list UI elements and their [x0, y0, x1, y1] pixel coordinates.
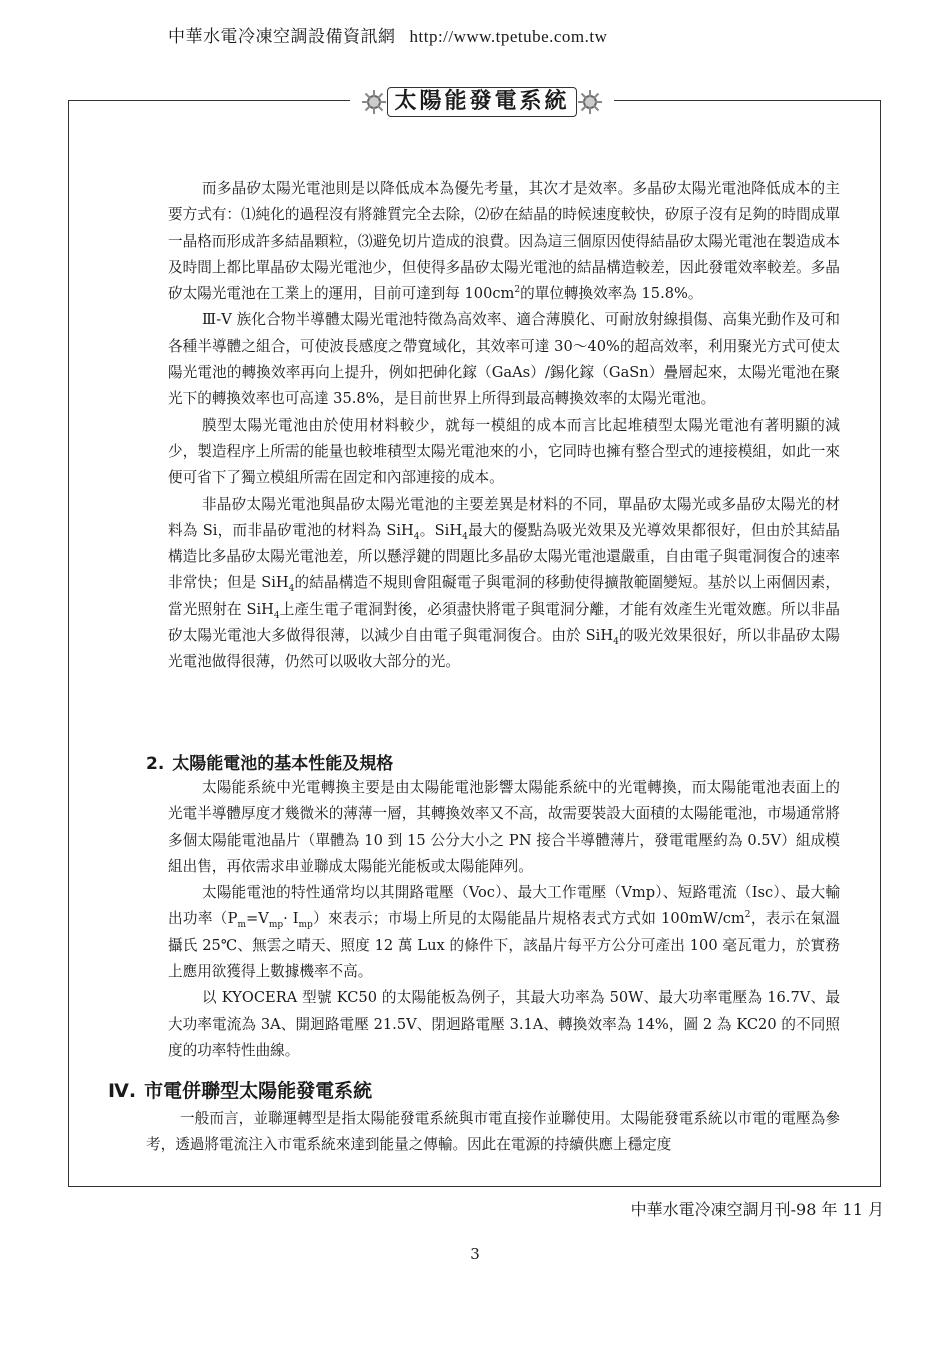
sunburst-left-icon: [361, 89, 387, 115]
superscript: 2: [744, 910, 751, 921]
paragraph-iii-v: Ⅲ-Ⅴ 族化合物半導體太陽光電池特徵為高效率、適合薄膜化、可耐放射線損傷、高集光動作及可和各種半導體之組合，可使波長感度之帶寬域化，其效率可達 30～40%的超高效率，利用聚光方式可使太陽光電池的轉換效率再向上提升，例如把砷化鎵（GaAs）/錫化鎵（GaSn）疊層起來，太陽光電池在聚光下的轉換效率也可高達 35.8%，是目前世界上所得到最高轉換效率的太陽光電池。: [168, 311, 840, 408]
text-run: 最大的優點為吸光效果及光導效果都很好，但由於其結晶構造比多晶矽太陽光電池差，所以懸浮鍵的問題比多晶矽太陽光電池還嚴重，自由電子與電洞復合的速率非常快；但是 SiH: [168, 521, 840, 592]
subscript: 4: [462, 531, 468, 542]
text-run: ）來表示；市場上所見的太陽能晶片規格表式方式如 100mW/cm: [312, 910, 745, 928]
text-run: 非晶矽太陽光電池與晶矽太陽光電池的主要差異是材料的不同，單晶矽太陽光或多晶矽太陽光的材料為 Si，而非晶矽電池的材料為 SiH: [168, 495, 840, 539]
paragraph-kyocera: 以 KYOCERA 型號 KC50 的太陽能板為例子，其最大功率為 50W、最大功率電壓為 16.7V、最大功率電流為 3A、開迴路電壓 21.5V、閉迴路電壓 3.1A、轉換效率為 14%，圖 2 為 KC20 的不同照度的功率特性曲線。: [168, 989, 840, 1059]
paragraph-thin-film: 膜型太陽光電池由於使用材料較少，就每一模組的成本而言比起堆積型太陽光電池有著明顯的減少，製造程序上所需的能量也較堆積型太陽光電池來的小，它同時也擁有整合型式的連接模組，如此一來便可省下了獨立模組所需在固定和內部連接的成本。: [168, 416, 840, 487]
paragraph-specs: [168, 880, 840, 985]
section-title: 市電併聯型太陽能發電系統: [144, 1080, 373, 1102]
section-number: 2.: [146, 754, 165, 774]
section-4-heading: [108, 1076, 372, 1103]
subscript: mp: [268, 920, 284, 931]
section-banner: [350, 84, 614, 120]
header-org: 中華水電冷凍空調設備資訊網: [168, 27, 396, 47]
section-2-heading: [146, 749, 393, 774]
section-title: 太陽能電池的基本性能及規格: [172, 754, 394, 774]
text-run: 太陽能電池的特性通常均以其開路電壓（Voc）、最大工作電壓（Vmp）、短路電流（Isc）、最大輸出功率（P: [168, 884, 840, 928]
section-number: Ⅳ.: [108, 1080, 137, 1102]
text-run: 上產生電子電洞對後，必須盡快將電子與電洞分離，才能有效產生光電效應。所以非晶矽太陽光電池大多做得很薄，以減少自由電子與電洞復合。由於 SiH: [168, 600, 840, 645]
subscript: mp: [298, 920, 313, 931]
text-run: 的結晶構造不規則會阻礙電子與電洞的移動使得擴散範圍變短。基於以上兩個因素，當光照射在 SiH: [168, 574, 840, 618]
page-header: [168, 22, 607, 47]
sunburst-right-icon: [577, 89, 603, 115]
subscript: 4: [613, 636, 619, 647]
text-run: 的吸光效果很好，所以非晶矽太陽光電池做得很薄，仍然可以吸收大部分的光。: [168, 627, 840, 671]
header-url: http://www.tpetube.com.tw: [409, 27, 608, 46]
text-run: =V: [246, 910, 269, 928]
subscript: 4: [288, 584, 295, 595]
section-2-body: [168, 775, 840, 1064]
text-run: · I: [283, 910, 299, 928]
section-4-body: [146, 1106, 840, 1159]
paragraph-polycrystalline: [168, 176, 840, 307]
subscript: 4: [413, 531, 420, 542]
paragraph-amorphous: [168, 492, 840, 676]
superscript: 2: [514, 285, 521, 296]
subscript: m: [237, 920, 247, 931]
text-run: 而多晶矽太陽光電池則是以降低成本為優先考量，其次才是效率。多晶矽太陽光電池降低成本的主要方式有：⑴純化的過程沒有將雜質完全去除，⑵矽在結晶的時候速度較快，矽原子沒有足夠的時間成單一晶格而形成許多結晶顆粒，⑶避免切片造成的浪費。因為這三個原因使得結晶矽太陽光電池在製造成本及時間上都比單晶矽太陽光電池少，但使得多晶矽太陽光電池的結晶構造較差，因此發電效率較差。多晶矽太陽光電池在工業上的運用，目前可達到每 100cm: [168, 180, 840, 303]
subscript: 4: [273, 610, 280, 621]
text-run: 。SiH: [419, 521, 463, 539]
paragraph-grid-tied: 一般而言，並聯運轉型是指太陽能發電系統與市電直接作並聯使用。太陽能發電系統以市電的電壓為參考，透過將電流注入市電系統來達到能量之傳輸。因此在電源的持續供應上穩定度: [146, 1110, 840, 1154]
page-number: 3: [470, 1245, 480, 1263]
banner-title: 太陽能發電系統: [387, 87, 576, 117]
text-run: ，表示在氣溫攝氏 25℃、無雲之晴天、照度 12 萬 Lux 的條件下，該晶片每平方公分可產出 100 毫瓦電力，於實務上應用欲獲得上數據機率不高。: [168, 910, 840, 981]
text-run: 的單位轉換效率為 15.8%。: [520, 285, 703, 303]
paragraph-performance: 太陽能系統中光電轉換主要是由太陽能電池影響太陽能系統中的光電轉換，而太陽能電池表面上的光電半導體厚度才幾微米的薄薄一層，其轉換效率又不高，故需要裝設大面積的太陽能電池，市場通常將多個太陽能電池晶片（單體為 10 到 15 公分大小之 PN 接合半導體薄片，發電電壓約為 0.5V）組成模組出售，再依需求串並聯成太陽能光能板或太陽能陣列。: [168, 779, 840, 875]
body-text: [168, 176, 840, 676]
page-footer: 中華水電冷凍空調月刊-98 年 11 月: [630, 1200, 884, 1219]
